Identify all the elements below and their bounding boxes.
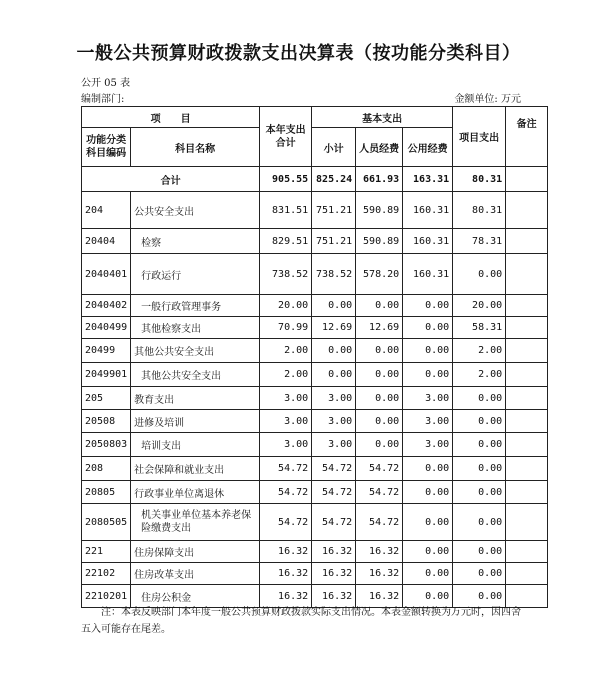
- personnel-cell: 0.00: [356, 387, 403, 410]
- personnel-cell: 578.20: [356, 254, 403, 295]
- personnel-cell: 12.69: [356, 317, 403, 339]
- personnel-cell: 16.32: [356, 585, 403, 608]
- project-expense-cell: 80.31: [453, 192, 506, 229]
- table-row: [82, 192, 548, 229]
- header-remark: 备注: [506, 107, 548, 167]
- total-row: [82, 167, 548, 192]
- remark-cell: [506, 339, 548, 363]
- subject-name-cell: 其他公共安全支出: [131, 339, 260, 363]
- func-code-cell: 204: [82, 192, 131, 229]
- subtotal-cell: 0.00: [312, 339, 356, 363]
- project-expense-cell: 0.00: [453, 563, 506, 585]
- subject-name-cell: 公共安全支出: [131, 192, 260, 229]
- project-expense-cell: 58.31: [453, 317, 506, 339]
- personnel-cell: 0.00: [356, 363, 403, 387]
- personnel-cell: 54.72: [356, 504, 403, 541]
- public-funds-cell: 3.00: [403, 387, 453, 410]
- total-expense-cell: 16.32: [260, 541, 312, 563]
- footnote: 注：本表反映部门本年度一般公共预算财政拨款实际支出情况。本表金额转换为万元时，因四舍五入可能存在尾差。: [81, 607, 521, 635]
- header-row-1: [82, 107, 548, 128]
- func-code-cell: 20805: [82, 481, 131, 504]
- total-expense-cell: 20.00: [260, 295, 312, 317]
- personnel-cell: 0.00: [356, 295, 403, 317]
- amount-unit-label: 金额单位: 万元: [454, 94, 521, 105]
- public-funds-cell: 0.00: [403, 504, 453, 541]
- project-expense-cell: 0.00: [453, 433, 506, 457]
- subtotal-cell: 16.32: [312, 563, 356, 585]
- remark-cell: [506, 229, 548, 254]
- subject-name-cell: 行政运行: [131, 254, 260, 295]
- subtotal-cell: 3.00: [312, 410, 356, 433]
- personnel-cell: 0.00: [356, 410, 403, 433]
- func-code-cell: 2210201: [82, 585, 131, 608]
- remark-cell: [506, 481, 548, 504]
- table-row: [82, 541, 548, 563]
- table-row: [82, 481, 548, 504]
- header-total-expense: 本年支出合计: [260, 107, 312, 167]
- header-subject-name: 科目名称: [131, 128, 260, 167]
- subtotal-cell: 0.00: [312, 363, 356, 387]
- func-code-cell: 20404: [82, 229, 131, 254]
- public-funds-cell: 0.00: [403, 317, 453, 339]
- header-personnel: 人员经费: [356, 128, 403, 167]
- public-funds-cell: 0.00: [403, 585, 453, 608]
- project-expense-cell: 0.00: [453, 504, 506, 541]
- subject-name-cell: 机关事业单位基本养老保险缴费支出: [131, 504, 260, 541]
- personnel-cell: 661.93: [356, 167, 403, 192]
- header-public-funds: 公用经费: [403, 128, 453, 167]
- public-funds-cell: 0.00: [403, 363, 453, 387]
- public-funds-cell: 0.00: [403, 481, 453, 504]
- subtotal-cell: 825.24: [312, 167, 356, 192]
- project-expense-cell: 2.00: [453, 339, 506, 363]
- table-row: [82, 363, 548, 387]
- header-item: 项 目: [82, 107, 260, 128]
- func-code-cell: 22102: [82, 563, 131, 585]
- expense-table: [81, 106, 548, 608]
- total-expense-cell: 16.32: [260, 585, 312, 608]
- personnel-cell: 0.00: [356, 339, 403, 363]
- table-row: [82, 295, 548, 317]
- public-funds-cell: 0.00: [403, 295, 453, 317]
- subtotal-cell: 3.00: [312, 387, 356, 410]
- subtotal-cell: 751.21: [312, 229, 356, 254]
- func-code-cell: 2040402: [82, 295, 131, 317]
- remark-cell: [506, 504, 548, 541]
- personnel-cell: 590.89: [356, 192, 403, 229]
- public-funds-cell: 160.31: [403, 254, 453, 295]
- total-expense-cell: 829.51: [260, 229, 312, 254]
- project-expense-cell: 0.00: [453, 254, 506, 295]
- subject-name-cell: 一般行政管理事务: [131, 295, 260, 317]
- remark-cell: [506, 363, 548, 387]
- subtotal-cell: 0.00: [312, 295, 356, 317]
- table-row: [82, 254, 548, 295]
- project-expense-cell: 20.00: [453, 295, 506, 317]
- total-expense-cell: 831.51: [260, 192, 312, 229]
- personnel-cell: 54.72: [356, 457, 403, 481]
- table-row: [82, 433, 548, 457]
- public-funds-cell: 163.31: [403, 167, 453, 192]
- personnel-cell: 54.72: [356, 481, 403, 504]
- public-funds-cell: 3.00: [403, 410, 453, 433]
- total-expense-cell: 905.55: [260, 167, 312, 192]
- remark-cell: [506, 541, 548, 563]
- project-expense-cell: 0.00: [453, 457, 506, 481]
- remark-cell: [506, 410, 548, 433]
- unit-line: [81, 90, 521, 105]
- func-code-cell: 2040401: [82, 254, 131, 295]
- subject-name-cell: 教育支出: [131, 387, 260, 410]
- public-funds-cell: 0.00: [403, 563, 453, 585]
- subtotal-cell: 54.72: [312, 504, 356, 541]
- personnel-cell: 590.89: [356, 229, 403, 254]
- total-expense-cell: 3.00: [260, 387, 312, 410]
- remark-cell: [506, 192, 548, 229]
- func-code-cell: 2049901: [82, 363, 131, 387]
- remark-cell: [506, 387, 548, 410]
- func-code-cell: 20499: [82, 339, 131, 363]
- total-expense-cell: 3.00: [260, 410, 312, 433]
- total-expense-cell: 54.72: [260, 481, 312, 504]
- subject-name-cell: 社会保障和就业支出: [131, 457, 260, 481]
- func-code-cell: 221: [82, 541, 131, 563]
- public-funds-cell: 0.00: [403, 541, 453, 563]
- project-expense-cell: 0.00: [453, 387, 506, 410]
- table-row: [82, 457, 548, 481]
- total-expense-cell: 70.99: [260, 317, 312, 339]
- remark-cell: [506, 457, 548, 481]
- subject-name-cell: 培训支出: [131, 433, 260, 457]
- public-funds-cell: 160.31: [403, 229, 453, 254]
- subtotal-cell: 12.69: [312, 317, 356, 339]
- compiling-dept-label: 编制部门:: [81, 94, 125, 105]
- total-expense-cell: 54.72: [260, 504, 312, 541]
- page-title: 一般公共预算财政拨款支出决算表（按功能分类科目）: [76, 43, 521, 64]
- table-row: [82, 563, 548, 585]
- subtotal-cell: 54.72: [312, 481, 356, 504]
- subtotal-cell: 751.21: [312, 192, 356, 229]
- table-row: [82, 387, 548, 410]
- project-expense-cell: 0.00: [453, 481, 506, 504]
- remark-cell: [506, 563, 548, 585]
- subject-name-cell: 住房公积金: [131, 585, 260, 608]
- header-func-code: 功能分类科目编码: [82, 128, 131, 167]
- subject-name-cell: 住房保障支出: [131, 541, 260, 563]
- public-funds-cell: 160.31: [403, 192, 453, 229]
- table-row: [82, 229, 548, 254]
- func-code-cell: 2050803: [82, 433, 131, 457]
- func-code-cell: 2080505: [82, 504, 131, 541]
- project-expense-cell: 0.00: [453, 541, 506, 563]
- func-code-cell: 20508: [82, 410, 131, 433]
- table-row: [82, 410, 548, 433]
- subtotal-cell: 738.52: [312, 254, 356, 295]
- remark-cell: [506, 317, 548, 339]
- personnel-cell: 16.32: [356, 563, 403, 585]
- project-expense-cell: 0.00: [453, 410, 506, 433]
- table-row: [82, 339, 548, 363]
- total-expense-cell: 54.72: [260, 457, 312, 481]
- table-row: [82, 317, 548, 339]
- project-expense-cell: 80.31: [453, 167, 506, 192]
- subtotal-cell: 16.32: [312, 541, 356, 563]
- total-expense-cell: 16.32: [260, 563, 312, 585]
- project-expense-cell: 2.00: [453, 363, 506, 387]
- project-expense-cell: 0.00: [453, 585, 506, 608]
- subtotal-cell: 3.00: [312, 433, 356, 457]
- total-label: 合计: [82, 167, 260, 192]
- total-expense-cell: 3.00: [260, 433, 312, 457]
- func-code-cell: 2040499: [82, 317, 131, 339]
- subject-name-cell: 行政事业单位离退休: [131, 481, 260, 504]
- public-funds-cell: 0.00: [403, 339, 453, 363]
- func-code-cell: 205: [82, 387, 131, 410]
- header-basic-expense: 基本支出: [312, 107, 453, 128]
- total-expense-cell: 738.52: [260, 254, 312, 295]
- table-row: [82, 504, 548, 541]
- remark-cell: [506, 295, 548, 317]
- subject-name-cell: 检察: [131, 229, 260, 254]
- form-code: 公开 05 表: [81, 78, 131, 89]
- func-code-cell: 208: [82, 457, 131, 481]
- header-subtotal: 小计: [312, 128, 356, 167]
- subject-name-cell: 其他检察支出: [131, 317, 260, 339]
- remark-cell: [506, 254, 548, 295]
- total-expense-cell: 2.00: [260, 363, 312, 387]
- subject-name-cell: 其他公共安全支出: [131, 363, 260, 387]
- header-project-expense: 项目支出: [453, 107, 506, 167]
- personnel-cell: 0.00: [356, 433, 403, 457]
- public-funds-cell: 0.00: [403, 457, 453, 481]
- subtotal-cell: 54.72: [312, 457, 356, 481]
- subject-name-cell: 进修及培训: [131, 410, 260, 433]
- subject-name-cell: 住房改革支出: [131, 563, 260, 585]
- total-expense-cell: 2.00: [260, 339, 312, 363]
- remark-cell: [506, 167, 548, 192]
- public-funds-cell: 3.00: [403, 433, 453, 457]
- personnel-cell: 16.32: [356, 541, 403, 563]
- remark-cell: [506, 433, 548, 457]
- subtotal-cell: 16.32: [312, 585, 356, 608]
- project-expense-cell: 78.31: [453, 229, 506, 254]
